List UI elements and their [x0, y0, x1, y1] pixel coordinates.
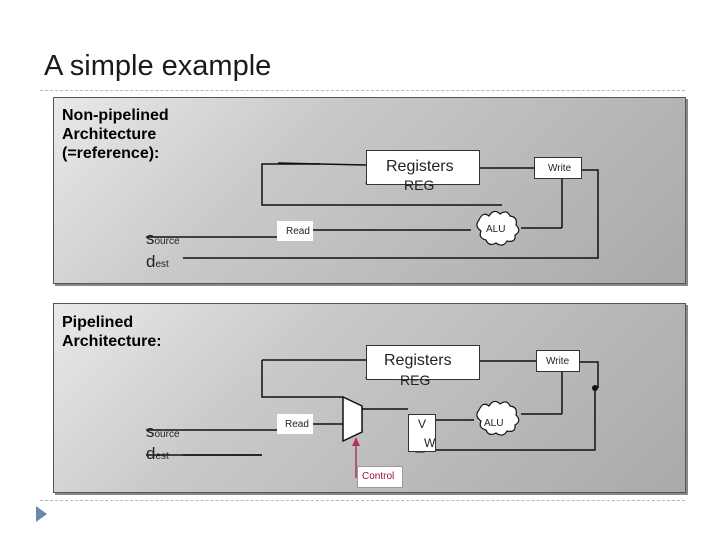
- dest-label-1: dest: [146, 252, 169, 271]
- reg-label-1: REG: [404, 177, 435, 193]
- wire-junction: [592, 385, 598, 391]
- read-label-1: Read: [286, 226, 310, 237]
- source-label-1: source: [146, 229, 180, 248]
- source-label-2: source: [146, 422, 180, 441]
- control-arrow: [352, 437, 360, 446]
- w-label: W: [424, 436, 436, 450]
- pipelined-heading: Pipelined Architecture:: [62, 314, 162, 350]
- control-label: Control: [362, 471, 395, 482]
- alu-label-2: ALU: [484, 418, 504, 429]
- footer-divider: [40, 500, 685, 501]
- dest-label-2: dest: [146, 444, 169, 463]
- read-label-2: Read: [285, 419, 309, 430]
- registers-label-2: Registers: [384, 352, 452, 369]
- alu-label-1: ALU: [486, 224, 506, 235]
- slide-title: A simple example: [44, 50, 272, 82]
- bullet-icon: [36, 506, 47, 522]
- nonpipelined-heading: Non-pipelined Architecture (=reference):: [62, 107, 169, 162]
- multiplexer: [343, 397, 362, 441]
- write-label-1: Write: [548, 163, 572, 174]
- reg-label-2: REG: [400, 372, 431, 388]
- write-label-2: Write: [546, 356, 570, 367]
- registers-label-1: Registers: [386, 158, 454, 175]
- v-label: V: [418, 417, 427, 431]
